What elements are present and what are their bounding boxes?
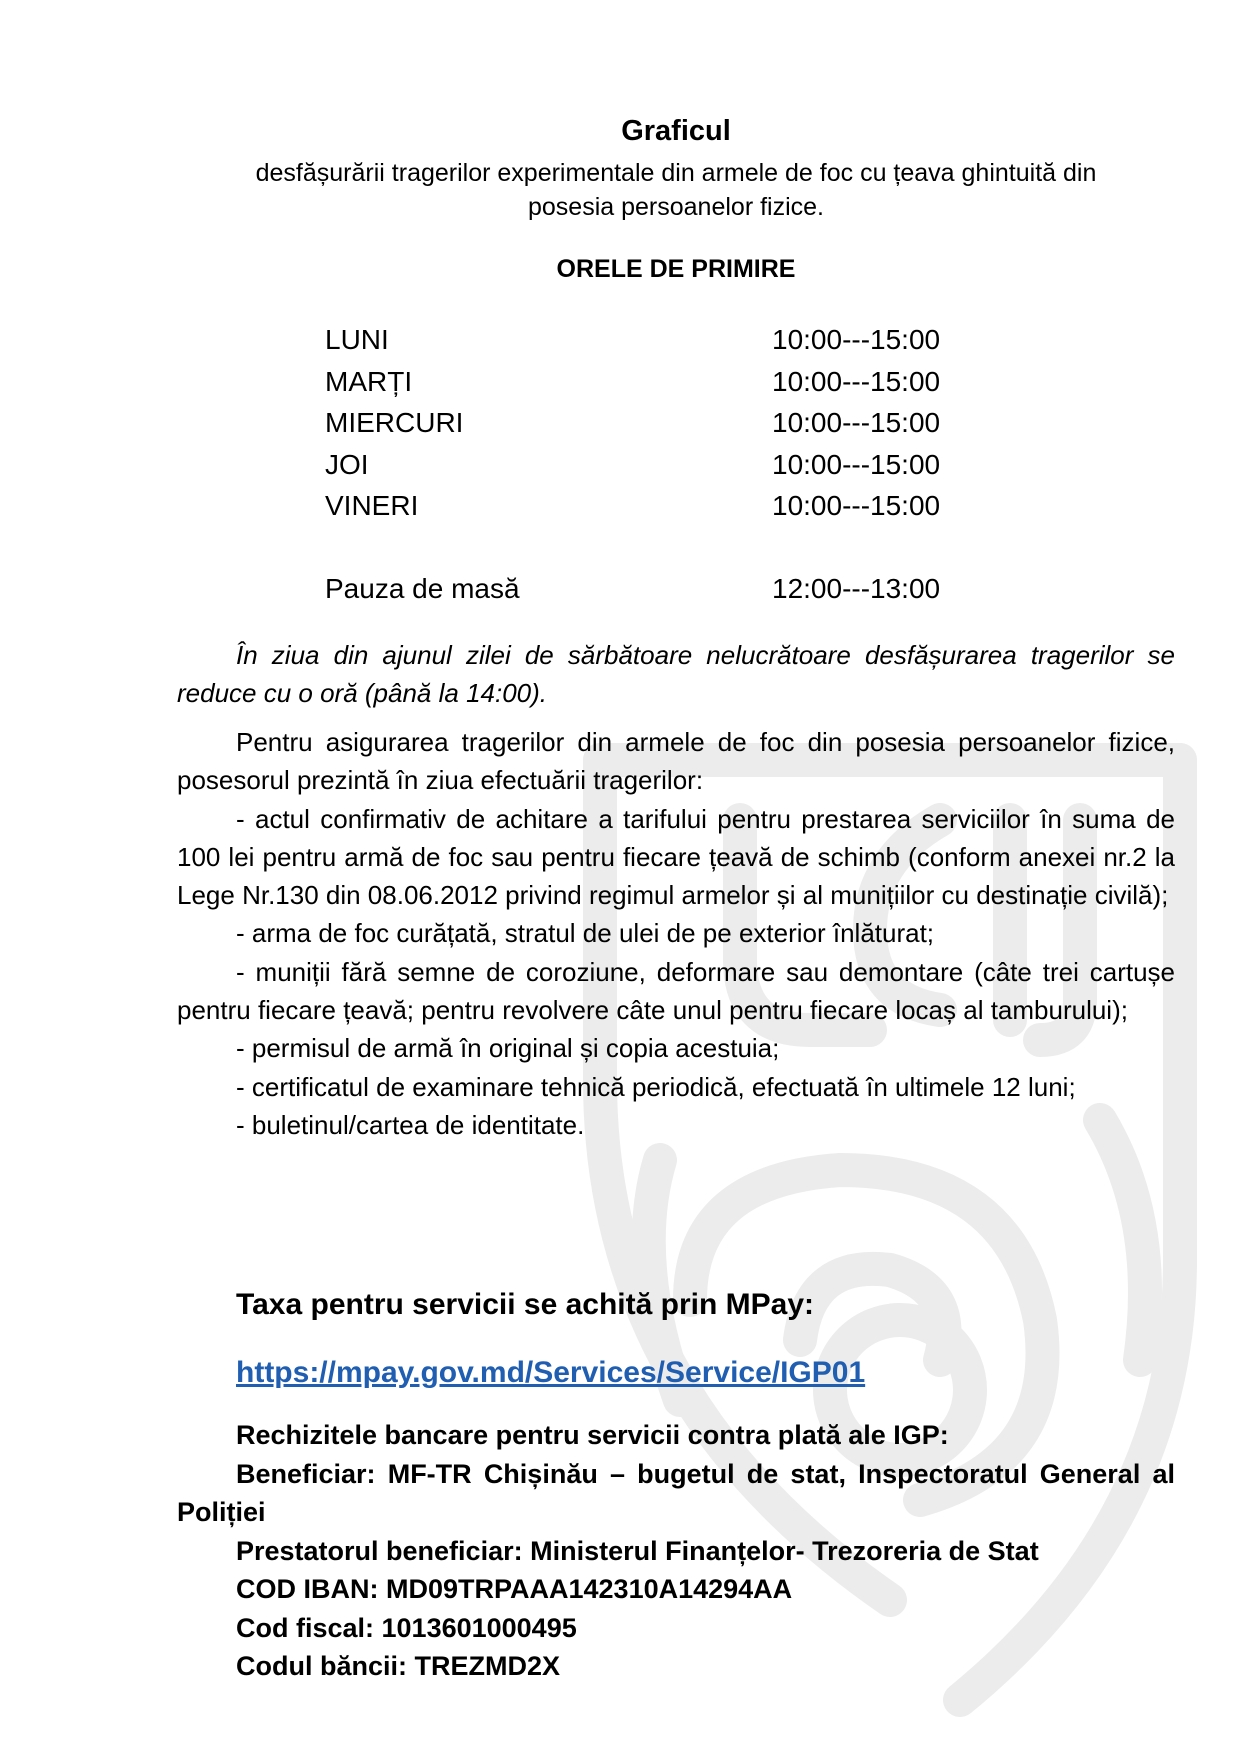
lunch-break-label: Pauza de masă [325,572,520,604]
holiday-note-block [177,636,1175,713]
requirements-block [177,723,1175,1144]
requirement-item: - certificatul de examinare tehnică periodică, efectuată în ultimele 12 luni; [236,1071,1076,1102]
schedule-row [325,402,1025,444]
bank-code: Codul băncii: TREZMD2X [236,1651,560,1681]
schedule-day: MIERCURI [325,407,464,438]
requirement-item: - buletinul/cartea de identitate. [236,1109,585,1140]
schedule-day: LUNI [325,324,389,355]
requirement-item: - arma de foc curățată, stratul de ulei de pe exterior înlăturat; [236,918,935,949]
holiday-note: În ziua din ajunul zilei de sărbătoare nelucrătoare desfășurarea tragerilor se reduce cu o oră (până la 14:00). [177,640,1175,709]
schedule-row [325,319,1025,361]
lunch-break-row [325,568,1025,610]
schedule-time: 10:00---15:00 [772,324,941,355]
payment-heading: Taxa pentru servicii se achită prin MPay: [236,1288,814,1321]
schedule-row [325,485,1025,527]
bank-fiscal-code: Cod fiscal: 1013601000495 [236,1612,577,1643]
schedule-day: MARȚI [325,365,413,397]
requirement-item: - actul confirmativ de achitare a tarifului pentru prestarea serviciilor în suma de 100 lei pentru armă de foc sau pentru fiecare țeavă de schimb (conform anexei nr.2 la Lege Nr.130 din 08.06.2012 privind regimul armelor și al munițiilor cu destinație civilă); [177,803,1175,911]
schedule-row [325,444,1025,486]
document-subtitle [177,156,1175,224]
bank-provider: Prestatorul beneficiar: Ministerul Finanțelor- Trezoreria de Stat [236,1535,1039,1566]
mpay-link[interactable]: https://mpay.gov.md/Services/Service/IGP01 [236,1356,866,1389]
schedule-day: VINERI [325,490,419,521]
requirements-intro: Pentru asigurarea tragerilor din armele de foc din posesia persoanelor fizice, posesorul prezintă în ziua efectuării tragerilor: [177,727,1175,796]
bank-details-heading: Rechizitele bancare pentru servicii contra plată ale IGP: [236,1420,949,1450]
subtitle-line-2: posesia persoanelor fizice. [528,193,824,221]
schedule-day: JOI [325,448,369,480]
schedule-table [325,319,1025,609]
bank-iban: COD IBAN: MD09TRPAAA142310A14294AA [236,1574,793,1604]
bank-beneficiary: Beneficiar: MF-TR Chișinău – bugetul de stat, Inspectoratul General al Poliției [177,1458,1175,1527]
hours-heading: ORELE DE PRIMIRE [556,255,796,283]
schedule-time: 10:00---15:00 [772,365,941,397]
bank-details-block [177,1416,1175,1686]
schedule-time: 10:00---15:00 [772,407,941,438]
schedule-time: 10:00---15:00 [772,448,941,480]
subtitle-line-1: desfășurării tragerilor experimentale din armele de foc cu țeava ghintuită din [255,159,1097,187]
schedule-time: 10:00---15:00 [772,490,941,521]
requirement-item: - permisul de armă în original și copia acestuia; [236,1033,780,1064]
schedule-row [325,361,1025,403]
lunch-break-time: 12:00---13:00 [772,572,941,604]
document-title: Graficul [621,115,731,147]
requirement-item: - muniții fără semne de coroziune, deformare sau demontare (câte trei cartușe pentru fiecare țeavă; pentru revolvere câte unul pentru fiecare locaș al tamburului); [177,956,1175,1026]
